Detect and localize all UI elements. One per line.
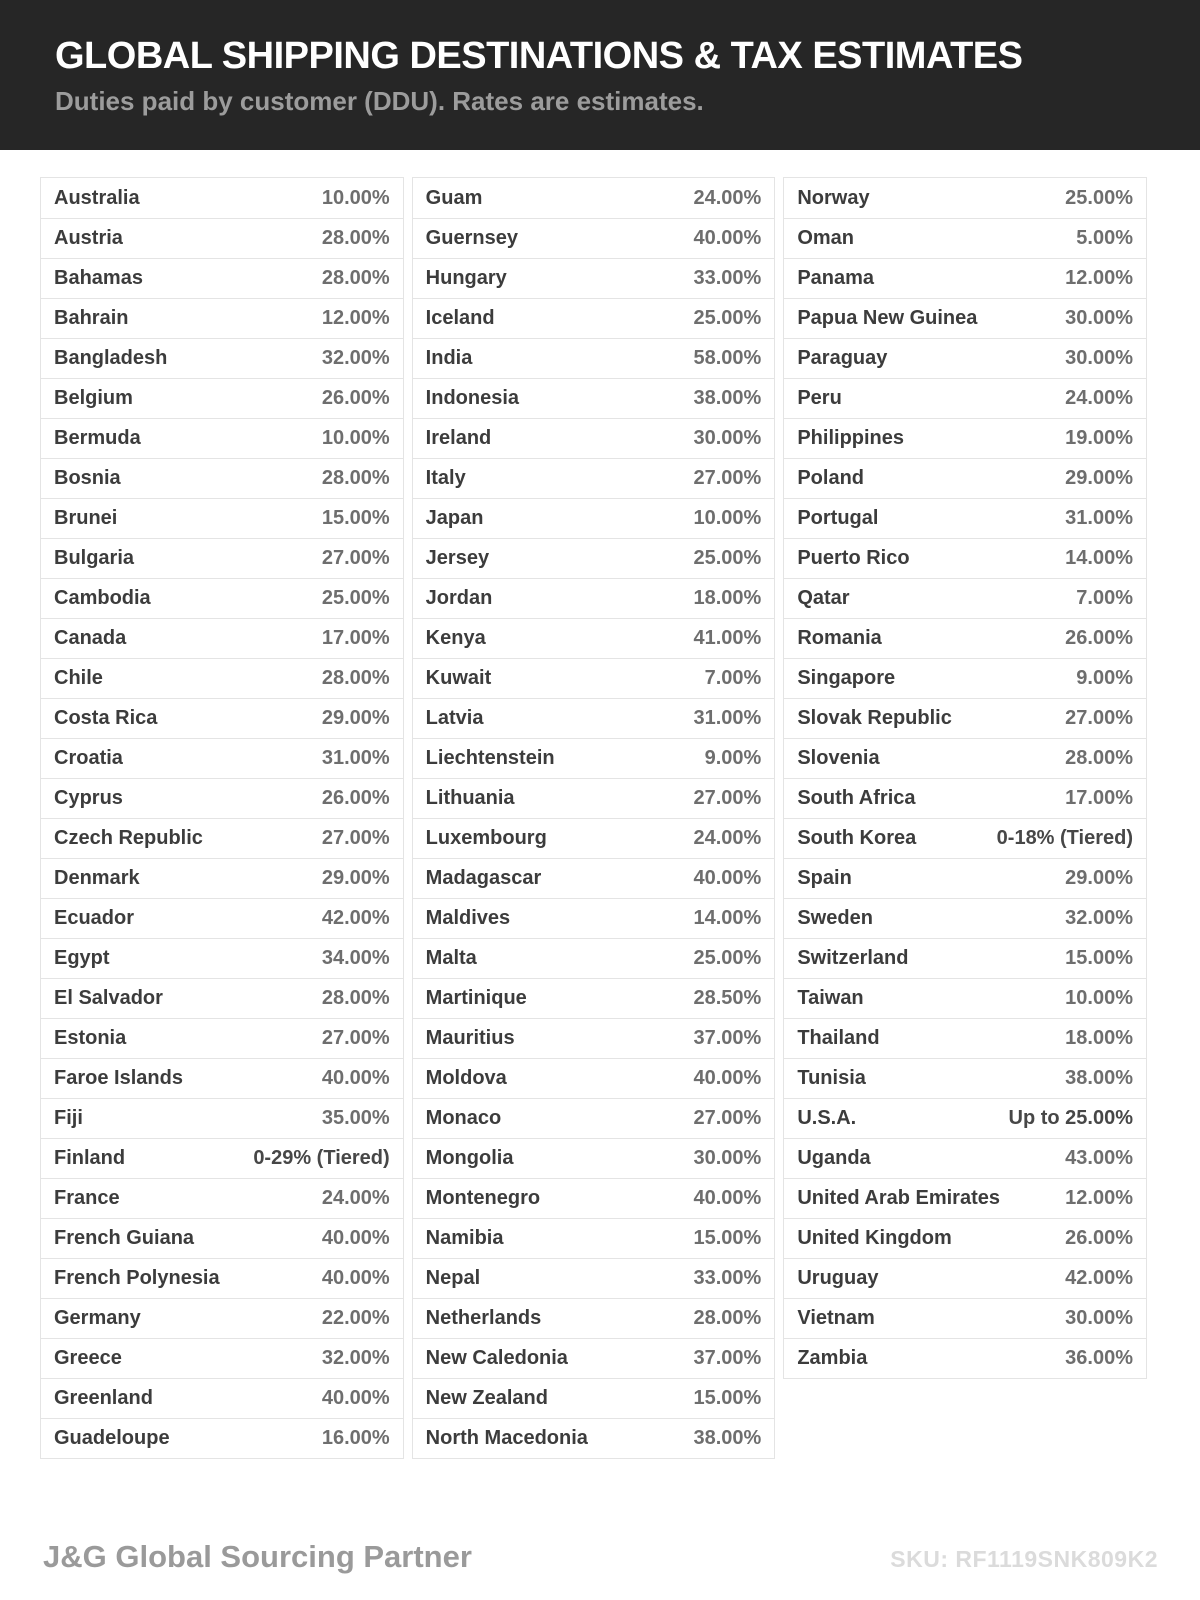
tax-rate: 28.00% xyxy=(1065,747,1134,769)
country-name: Spain xyxy=(797,867,852,889)
tax-rate: 28.00% xyxy=(321,987,390,1009)
country-name: Greece xyxy=(54,1347,122,1369)
tax-rate: 15.00% xyxy=(1065,947,1134,969)
tax-rate: 31.00% xyxy=(1065,507,1134,529)
brand-name: J&G Global Sourcing Partner xyxy=(43,1539,472,1574)
table-row xyxy=(413,338,775,378)
table-row xyxy=(413,1298,775,1338)
country-name: Guernsey xyxy=(425,227,518,249)
table-row xyxy=(413,858,775,898)
tax-rate: 10.00% xyxy=(321,186,390,209)
tax-rate: 27.00% xyxy=(693,467,762,489)
tax-rate: 26.00% xyxy=(1065,1227,1134,1249)
table-row xyxy=(41,1218,403,1258)
table-row xyxy=(41,658,403,698)
country-name: Slovak Republic xyxy=(797,707,952,729)
table-row xyxy=(413,1378,775,1418)
country-name: Greenland xyxy=(54,1387,153,1409)
page-subtitle: Duties paid by customer (DDU). Rates are estimates. xyxy=(55,85,704,116)
country-name: U.S.A. xyxy=(797,1107,857,1129)
tax-rate: 15.00% xyxy=(321,507,390,529)
tax-rate: 27.00% xyxy=(321,547,390,569)
table-row xyxy=(413,458,775,498)
rates-column-3 xyxy=(783,177,1147,1379)
tax-rate: 12.00% xyxy=(1065,1187,1134,1209)
table-row xyxy=(413,818,775,858)
country-name: Liechtenstein xyxy=(425,747,555,769)
country-name: Costa Rica xyxy=(54,707,158,729)
table-row xyxy=(784,1298,1146,1338)
table-row xyxy=(413,218,775,258)
table-row xyxy=(784,578,1146,618)
tax-rate: 12.00% xyxy=(321,307,390,329)
table-row xyxy=(784,1258,1146,1298)
country-name: Denmark xyxy=(54,867,140,889)
country-name: Cambodia xyxy=(54,587,151,609)
tax-rate: 15.00% xyxy=(693,1387,762,1409)
country-name: Paraguay xyxy=(797,347,888,369)
country-name: Monaco xyxy=(425,1107,502,1129)
table-row xyxy=(784,1018,1146,1058)
tax-rate: 40.00% xyxy=(693,1067,762,1089)
table-row xyxy=(784,1098,1146,1138)
country-name: Namibia xyxy=(425,1227,504,1249)
table-row xyxy=(41,1338,403,1378)
tax-rate: 42.00% xyxy=(321,907,390,929)
table-row xyxy=(41,698,403,738)
tax-rate: 18.00% xyxy=(1065,1027,1134,1049)
tax-rate: 38.00% xyxy=(1065,1067,1134,1089)
table-row xyxy=(413,1258,775,1298)
tax-rate: 29.00% xyxy=(321,707,390,729)
tax-rate: 16.00% xyxy=(321,1427,390,1449)
country-name: Tunisia xyxy=(797,1067,866,1089)
table-row xyxy=(413,178,775,218)
tax-rate: 28.50% xyxy=(693,987,762,1009)
tax-rate: 41.00% xyxy=(693,627,762,649)
table-row xyxy=(784,858,1146,898)
country-name: Jersey xyxy=(425,547,490,569)
table-row xyxy=(413,538,775,578)
country-name: Australia xyxy=(54,186,140,209)
table-row xyxy=(784,498,1146,538)
table-row xyxy=(413,698,775,738)
country-name: Papua New Guinea xyxy=(797,307,978,329)
tax-rate: 31.00% xyxy=(321,747,390,769)
table-row xyxy=(413,1218,775,1258)
table-row xyxy=(784,418,1146,458)
tax-rate: 28.00% xyxy=(321,667,390,689)
country-name: Thailand xyxy=(797,1027,880,1049)
table-row xyxy=(413,378,775,418)
country-name: Nepal xyxy=(425,1267,481,1289)
tax-rate: 25.00% xyxy=(1065,186,1134,209)
rates-column-1 xyxy=(40,177,404,1459)
country-name: New Caledonia xyxy=(425,1347,568,1369)
tax-rate: 28.00% xyxy=(321,467,390,489)
table-row xyxy=(41,1138,403,1178)
country-name: Zambia xyxy=(797,1347,868,1369)
country-name: Norway xyxy=(797,186,870,209)
table-row xyxy=(41,1098,403,1138)
tax-rate: 40.00% xyxy=(321,1387,390,1409)
country-name: Qatar xyxy=(797,587,850,609)
tax-rate: 26.00% xyxy=(321,387,390,409)
table-row xyxy=(41,1298,403,1338)
table-row xyxy=(413,938,775,978)
table-row xyxy=(41,1058,403,1098)
country-name: Portugal xyxy=(797,507,879,529)
page-title: GLOBAL SHIPPING DESTINATIONS & TAX ESTIMATES xyxy=(55,35,1023,77)
tax-rate: 34.00% xyxy=(321,947,390,969)
table-row xyxy=(41,1378,403,1418)
country-name: Croatia xyxy=(54,747,123,769)
tax-rate: 25.00% xyxy=(693,547,762,569)
country-name: North Macedonia xyxy=(425,1427,588,1449)
country-name: India xyxy=(425,347,473,369)
table-row xyxy=(41,298,403,338)
table-row xyxy=(41,338,403,378)
country-name: Maldives xyxy=(425,907,511,929)
country-name: El Salvador xyxy=(54,987,163,1009)
country-name: Canada xyxy=(54,627,127,649)
table-row xyxy=(784,1138,1146,1178)
table-row xyxy=(784,1218,1146,1258)
tax-rate: 40.00% xyxy=(693,1187,762,1209)
table-row xyxy=(413,498,775,538)
table-row xyxy=(41,618,403,658)
tax-rate: 40.00% xyxy=(321,1227,390,1249)
tax-rate: 0-18% (Tiered) xyxy=(996,827,1134,849)
page-header xyxy=(0,0,1200,150)
tax-rate: 24.00% xyxy=(693,827,762,849)
country-name: Vietnam xyxy=(797,1307,875,1329)
country-name: Mongolia xyxy=(425,1147,514,1169)
country-name: Bulgaria xyxy=(54,547,135,569)
country-name: Montenegro xyxy=(425,1187,541,1209)
country-name: Madagascar xyxy=(425,867,542,889)
tax-rate: 38.00% xyxy=(693,387,762,409)
country-name: Moldova xyxy=(425,1067,507,1089)
country-name: Belgium xyxy=(54,387,133,409)
table-row xyxy=(413,258,775,298)
tax-rate: 5.00% xyxy=(1076,227,1134,249)
country-name: Puerto Rico xyxy=(797,547,910,569)
country-name: Jordan xyxy=(425,587,493,609)
rates-tables xyxy=(40,177,1147,1459)
tax-rate: 24.00% xyxy=(693,186,762,209)
tax-rate: 40.00% xyxy=(321,1067,390,1089)
tax-rate: 37.00% xyxy=(693,1347,762,1369)
table-row xyxy=(413,1138,775,1178)
country-name: Germany xyxy=(54,1307,141,1329)
table-row xyxy=(784,378,1146,418)
tax-rate: 27.00% xyxy=(321,1027,390,1049)
country-name: Bangladesh xyxy=(54,347,168,369)
table-row xyxy=(41,1178,403,1218)
country-name: Uganda xyxy=(797,1147,871,1169)
tax-rate: 30.00% xyxy=(693,1147,762,1169)
tax-rate: 14.00% xyxy=(1065,547,1134,569)
tax-rate: 27.00% xyxy=(1065,707,1134,729)
table-row xyxy=(41,778,403,818)
tax-rate: 42.00% xyxy=(1065,1267,1134,1289)
table-row xyxy=(413,418,775,458)
table-row xyxy=(41,538,403,578)
tax-rate: 7.00% xyxy=(1076,587,1134,609)
sku-label: SKU: RF1119SNK809K2 xyxy=(890,1546,1158,1572)
tax-rate: 25.00% xyxy=(321,587,390,609)
tax-rate: 33.00% xyxy=(693,267,762,289)
tax-rate: 22.00% xyxy=(321,1307,390,1329)
table-row xyxy=(784,1058,1146,1098)
country-name: Oman xyxy=(797,227,855,249)
country-name: Brunei xyxy=(54,507,118,529)
tax-rate: 40.00% xyxy=(321,1267,390,1289)
tax-rate: 29.00% xyxy=(321,867,390,889)
table-row xyxy=(413,1178,775,1218)
country-name: Chile xyxy=(54,667,103,689)
tax-rate: 40.00% xyxy=(693,227,762,249)
tax-rate: 37.00% xyxy=(693,1027,762,1049)
country-name: Switzerland xyxy=(797,947,909,969)
tax-rate: 32.00% xyxy=(321,1347,390,1369)
tax-rate: 14.00% xyxy=(693,907,762,929)
country-name: Bosnia xyxy=(54,467,121,489)
table-row xyxy=(784,778,1146,818)
country-name: Uruguay xyxy=(797,1267,879,1289)
tax-rate: 9.00% xyxy=(1076,667,1134,689)
country-name: Romania xyxy=(797,627,882,649)
country-name: Lithuania xyxy=(425,787,515,809)
tax-rate: 27.00% xyxy=(321,827,390,849)
table-row xyxy=(41,938,403,978)
country-name: Hungary xyxy=(425,267,507,289)
table-row xyxy=(41,858,403,898)
table-row xyxy=(41,1418,403,1458)
country-name: Ireland xyxy=(425,427,492,449)
tax-rate: 10.00% xyxy=(693,507,762,529)
tax-rate: 28.00% xyxy=(693,1307,762,1329)
tax-rate: 43.00% xyxy=(1065,1147,1134,1169)
country-name: Guam xyxy=(425,186,483,209)
table-row xyxy=(413,298,775,338)
tax-rate: 29.00% xyxy=(1065,467,1134,489)
country-name: French Guiana xyxy=(54,1227,195,1249)
tax-rate: 7.00% xyxy=(704,667,762,689)
table-row xyxy=(413,738,775,778)
table-row xyxy=(41,498,403,538)
table-row xyxy=(413,778,775,818)
table-row xyxy=(413,578,775,618)
tax-rate: 15.00% xyxy=(693,1227,762,1249)
table-row xyxy=(41,738,403,778)
table-row xyxy=(41,898,403,938)
country-name: Czech Republic xyxy=(54,827,203,849)
country-name: Martinique xyxy=(425,987,527,1009)
table-row xyxy=(41,418,403,458)
country-name: Bahrain xyxy=(54,307,129,329)
country-name: United Kingdom xyxy=(797,1227,952,1249)
country-name: United Arab Emirates xyxy=(797,1187,1000,1209)
country-name: Peru xyxy=(797,387,842,409)
tax-rate: 28.00% xyxy=(321,267,390,289)
table-row xyxy=(413,978,775,1018)
country-name: South Korea xyxy=(797,827,917,849)
tax-rate: 18.00% xyxy=(693,587,762,609)
tax-rate: 30.00% xyxy=(1065,347,1134,369)
tax-rate: Up to 25.00% xyxy=(1008,1107,1134,1129)
table-row xyxy=(784,338,1146,378)
table-row xyxy=(41,1258,403,1298)
tax-rate: 36.00% xyxy=(1065,1347,1134,1369)
tax-rate: 30.00% xyxy=(1065,1307,1134,1329)
tax-rate: 26.00% xyxy=(1065,627,1134,649)
country-name: Singapore xyxy=(797,667,896,689)
tax-rate: 24.00% xyxy=(1065,387,1134,409)
table-row xyxy=(784,218,1146,258)
table-row xyxy=(41,458,403,498)
country-name: Slovenia xyxy=(797,747,880,769)
table-row xyxy=(784,458,1146,498)
country-name: France xyxy=(54,1187,120,1209)
country-name: Fiji xyxy=(54,1107,83,1129)
tax-rate: 40.00% xyxy=(693,867,762,889)
tax-rate: 27.00% xyxy=(693,1107,762,1129)
tax-rate: 12.00% xyxy=(1065,267,1134,289)
table-row xyxy=(784,698,1146,738)
country-name: Indonesia xyxy=(425,387,520,409)
country-name: Mauritius xyxy=(425,1027,515,1049)
table-row xyxy=(784,1338,1146,1378)
country-name: Austria xyxy=(54,227,123,249)
country-name: Estonia xyxy=(54,1027,127,1049)
country-name: Latvia xyxy=(425,707,484,729)
country-name: Malta xyxy=(425,947,477,969)
tax-rate: 17.00% xyxy=(321,627,390,649)
table-row xyxy=(784,818,1146,858)
table-row xyxy=(784,738,1146,778)
tax-rate: 31.00% xyxy=(693,707,762,729)
country-name: Italy xyxy=(425,467,466,489)
country-name: Taiwan xyxy=(797,987,864,1009)
page-footer xyxy=(43,1539,1158,1575)
tax-rate: 33.00% xyxy=(693,1267,762,1289)
tax-rate: 58.00% xyxy=(693,347,762,369)
country-name: Guadeloupe xyxy=(54,1427,170,1449)
table-row xyxy=(41,978,403,1018)
table-row xyxy=(41,258,403,298)
country-name: Luxembourg xyxy=(425,827,547,849)
table-row xyxy=(784,178,1146,218)
table-row xyxy=(413,1018,775,1058)
table-row xyxy=(413,1098,775,1138)
table-row xyxy=(784,298,1146,338)
table-row xyxy=(413,898,775,938)
country-name: Netherlands xyxy=(425,1307,542,1329)
tax-rate: 30.00% xyxy=(1065,307,1134,329)
tax-rate: 17.00% xyxy=(1065,787,1134,809)
country-name: Bermuda xyxy=(54,427,141,449)
table-row xyxy=(41,1018,403,1058)
tax-rate: 27.00% xyxy=(693,787,762,809)
table-row xyxy=(413,1058,775,1098)
table-row xyxy=(784,618,1146,658)
country-name: South Africa xyxy=(797,787,916,809)
tax-rate: 10.00% xyxy=(321,427,390,449)
country-name: Iceland xyxy=(425,307,495,329)
table-row xyxy=(41,178,403,218)
tax-rate: 32.00% xyxy=(321,347,390,369)
tax-rate: 32.00% xyxy=(1065,907,1134,929)
tax-rate: 24.00% xyxy=(321,1187,390,1209)
country-name: New Zealand xyxy=(425,1387,548,1409)
table-row xyxy=(41,378,403,418)
tax-rate: 25.00% xyxy=(693,947,762,969)
country-name: Sweden xyxy=(797,907,873,929)
table-row xyxy=(41,578,403,618)
rates-column-2 xyxy=(412,177,776,1459)
table-row xyxy=(413,1338,775,1378)
country-name: Japan xyxy=(425,507,484,529)
tax-rate: 0-29% (Tiered) xyxy=(253,1147,390,1169)
country-name: Cyprus xyxy=(54,787,123,809)
table-row xyxy=(784,898,1146,938)
tax-rate: 29.00% xyxy=(1065,867,1134,889)
table-row xyxy=(784,538,1146,578)
tax-rate: 28.00% xyxy=(321,227,390,249)
country-name: Panama xyxy=(797,267,875,289)
table-row xyxy=(413,1418,775,1458)
table-row xyxy=(413,618,775,658)
tax-rate: 25.00% xyxy=(693,307,762,329)
country-name: Poland xyxy=(797,467,865,489)
tax-rate: 38.00% xyxy=(693,1427,762,1449)
country-name: Faroe Islands xyxy=(54,1067,183,1089)
tax-rate: 35.00% xyxy=(321,1107,390,1129)
tax-rate: 19.00% xyxy=(1065,427,1134,449)
table-row xyxy=(41,218,403,258)
table-row xyxy=(784,938,1146,978)
tax-rate: 10.00% xyxy=(1065,987,1134,1009)
table-row xyxy=(41,818,403,858)
country-name: Kuwait xyxy=(425,667,492,689)
country-name: Bahamas xyxy=(54,267,143,289)
country-name: Egypt xyxy=(54,947,110,969)
table-row xyxy=(413,658,775,698)
country-name: Ecuador xyxy=(54,907,135,929)
table-row xyxy=(784,1178,1146,1218)
country-name: Finland xyxy=(54,1147,126,1169)
table-row xyxy=(784,258,1146,298)
country-name: French Polynesia xyxy=(54,1267,220,1289)
country-name: Philippines xyxy=(797,427,905,449)
tax-rate: 26.00% xyxy=(321,787,390,809)
table-row xyxy=(784,658,1146,698)
tax-rate: 30.00% xyxy=(693,427,762,449)
table-row xyxy=(784,978,1146,1018)
country-name: Kenya xyxy=(425,627,486,649)
tax-rate: 9.00% xyxy=(704,747,762,769)
